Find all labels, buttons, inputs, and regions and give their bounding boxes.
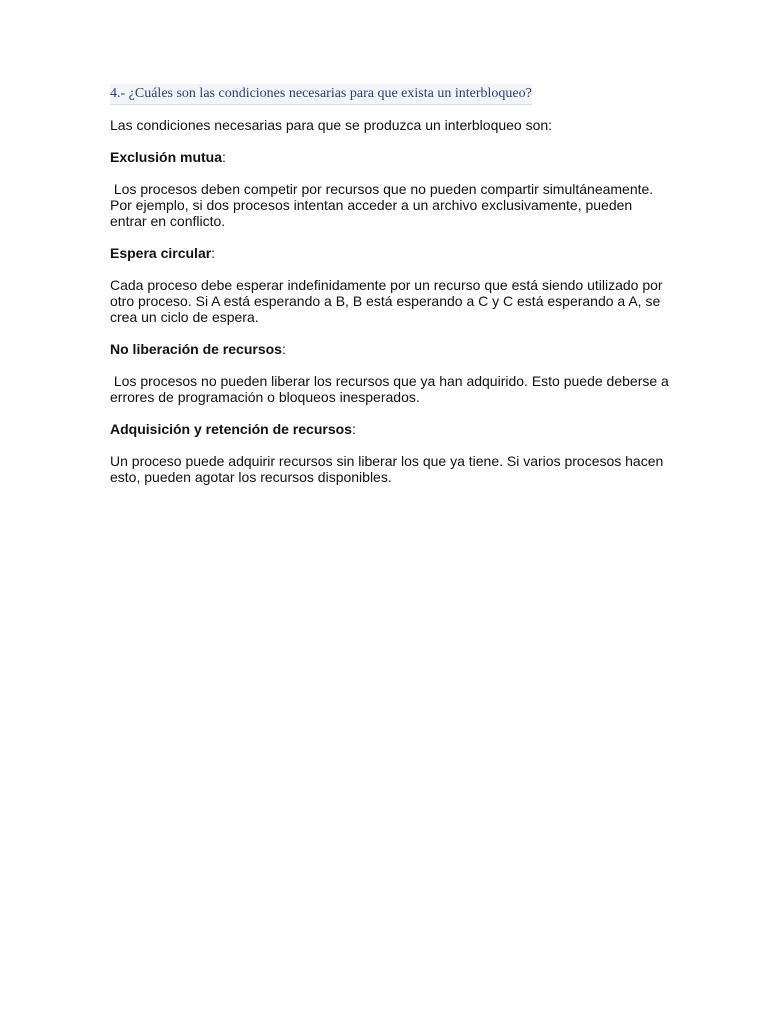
section-heading-exclusion — [110, 149, 670, 165]
section-heading-adquisicion — [110, 421, 670, 437]
document-page — [110, 84, 673, 501]
section-body-espera: Cada proceso debe esperar indefinidamente por un recurso que está siendo utilizado por otro proceso. Si A está esperando a B, B está esperando a C y C está esperando a A, se crea un ciclo de espera. — [110, 277, 663, 325]
section-heading-no-liberacion — [110, 341, 670, 357]
section-title-suffix: : — [351, 421, 356, 437]
section-heading-espera — [110, 245, 670, 261]
section-body-no-liberacion: Los procesos no pueden liberar los recursos que ya han adquirido. Esto puede deberse a errores de programación o bloqueos inesperados. — [110, 373, 673, 405]
section-title-suffix: : — [211, 245, 216, 261]
section-title: Exclusión mutua — [110, 149, 223, 165]
section-title: Adquisición y retención de recursos — [110, 421, 352, 437]
question-heading: 4.- ¿Cuáles son las condiciones necesarias para que exista un interbloqueo? — [110, 84, 532, 105]
intro-paragraph: Las condiciones necesarias para que se produzca un interbloqueo son: — [110, 117, 553, 133]
section-title-suffix: : — [281, 341, 286, 357]
section-body-exclusion: Los procesos deben competir por recursos que no pueden compartir simultáneamente. Por ejemplo, si dos procesos intentan acceder a un archivo exclusivamente, pueden entrar en conflicto. — [110, 181, 658, 229]
section-title-suffix: : — [222, 149, 226, 165]
section-title: Espera circular — [110, 245, 212, 261]
section-title: No liberación de recursos — [110, 341, 282, 357]
section-body-adquisicion: Un proceso puede adquirir recursos sin liberar los que ya tiene. Si varios procesos hacen esto, pueden agotar los recursos disponibles. — [110, 453, 664, 485]
